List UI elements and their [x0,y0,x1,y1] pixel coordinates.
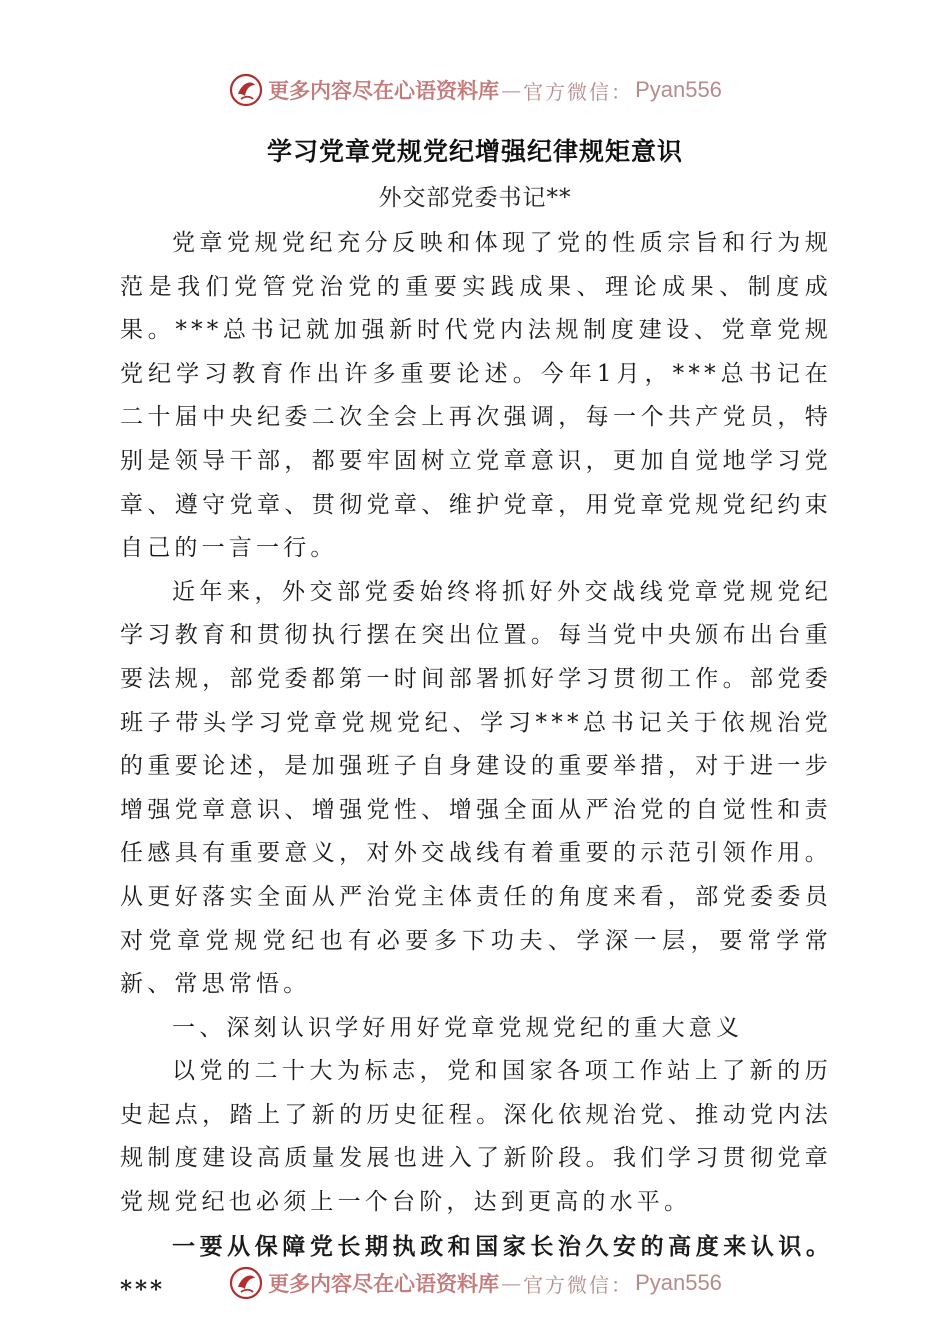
paragraph-3: 以党的二十大为标志，党和国家各项工作站上了新的历史起点，踏上了新的历史征程。深化依规治党、推动党内法规制度建设高质量发展也进入了新阶段。我们学习贯彻党章党规党纪也必须上一个台阶，达到更高的水平。 [120,1058,832,1216]
footer-watermark-banner [0,1261,950,1305]
banner-brand-text: 更多内容尽在心语资料库 [268,1271,500,1296]
brand-logo-icon [228,72,264,108]
document-author: 外交部党委书记** [378,185,572,211]
banner-brand-text: 更多内容尽在心语资料库 [268,78,500,103]
header-watermark-banner [0,68,950,112]
paragraph-2: 近年来，外交部党委始终将抓好外交战线党章党规党纪学习教育和贯彻执行摆在突出位置。每当党中央颁布出台重要法规，部党委都第一时间部署抓好学习贯彻工作。部党委班子带头学习党章党规党纪、学习***总书记关于依规治党的重要论述，是加强班子自身建设的重要举措，对于进一步增强党章意识、增强党性、增强全面从严治党的自觉性和责任感具有重要意义，对外交战线有着重要的示范引领作用。从更好落实全面从严治党主体责任的角度来看，部党委委员对党章党规党纪也有必要多下功夫、学深一层，要常学常新、常思常悟。 [120,578,832,998]
section-heading-1: 一、深刻认识学好用好党章党规党纪的重大意义 [172,1014,744,1041]
banner-wechat-label: 官方微信： [523,79,634,104]
brand-logo-icon [228,1265,264,1301]
subheading-1: 一要从保障党长期执政和国家长治久安的高度来认识。*** [120,1232,832,1304]
document-body [120,222,832,1312]
banner-wechat-id: Pyan556 [635,77,722,102]
paragraph-1: 党章党规党纪充分反映和体现了党的性质宗旨和行为规范是我们党管党治党的重要实践成果、理论成果、制度成果。***总书记就加强新时代党内法规制度建设、党章党规党纪学习教育作出许多重要论述。今年1月，***总书记在二十届中央纪委二次全会上再次强调，每一个共产党员，特别是领导干部，都要牢固树立党章意识，更加自觉地学习党章、遵守党章、贯彻党章、维护党章，用党章党规党纪约束自己的一言一行。 [120,230,832,562]
banner-wechat-label: 官方微信： [523,1272,634,1297]
banner-wechat-id: Pyan556 [635,1270,722,1295]
banner-dash: — [501,1271,522,1295]
document-title: 学习党章党规党纪增强纪律规矩意识 [266,137,683,166]
banner-dash: — [501,78,522,102]
